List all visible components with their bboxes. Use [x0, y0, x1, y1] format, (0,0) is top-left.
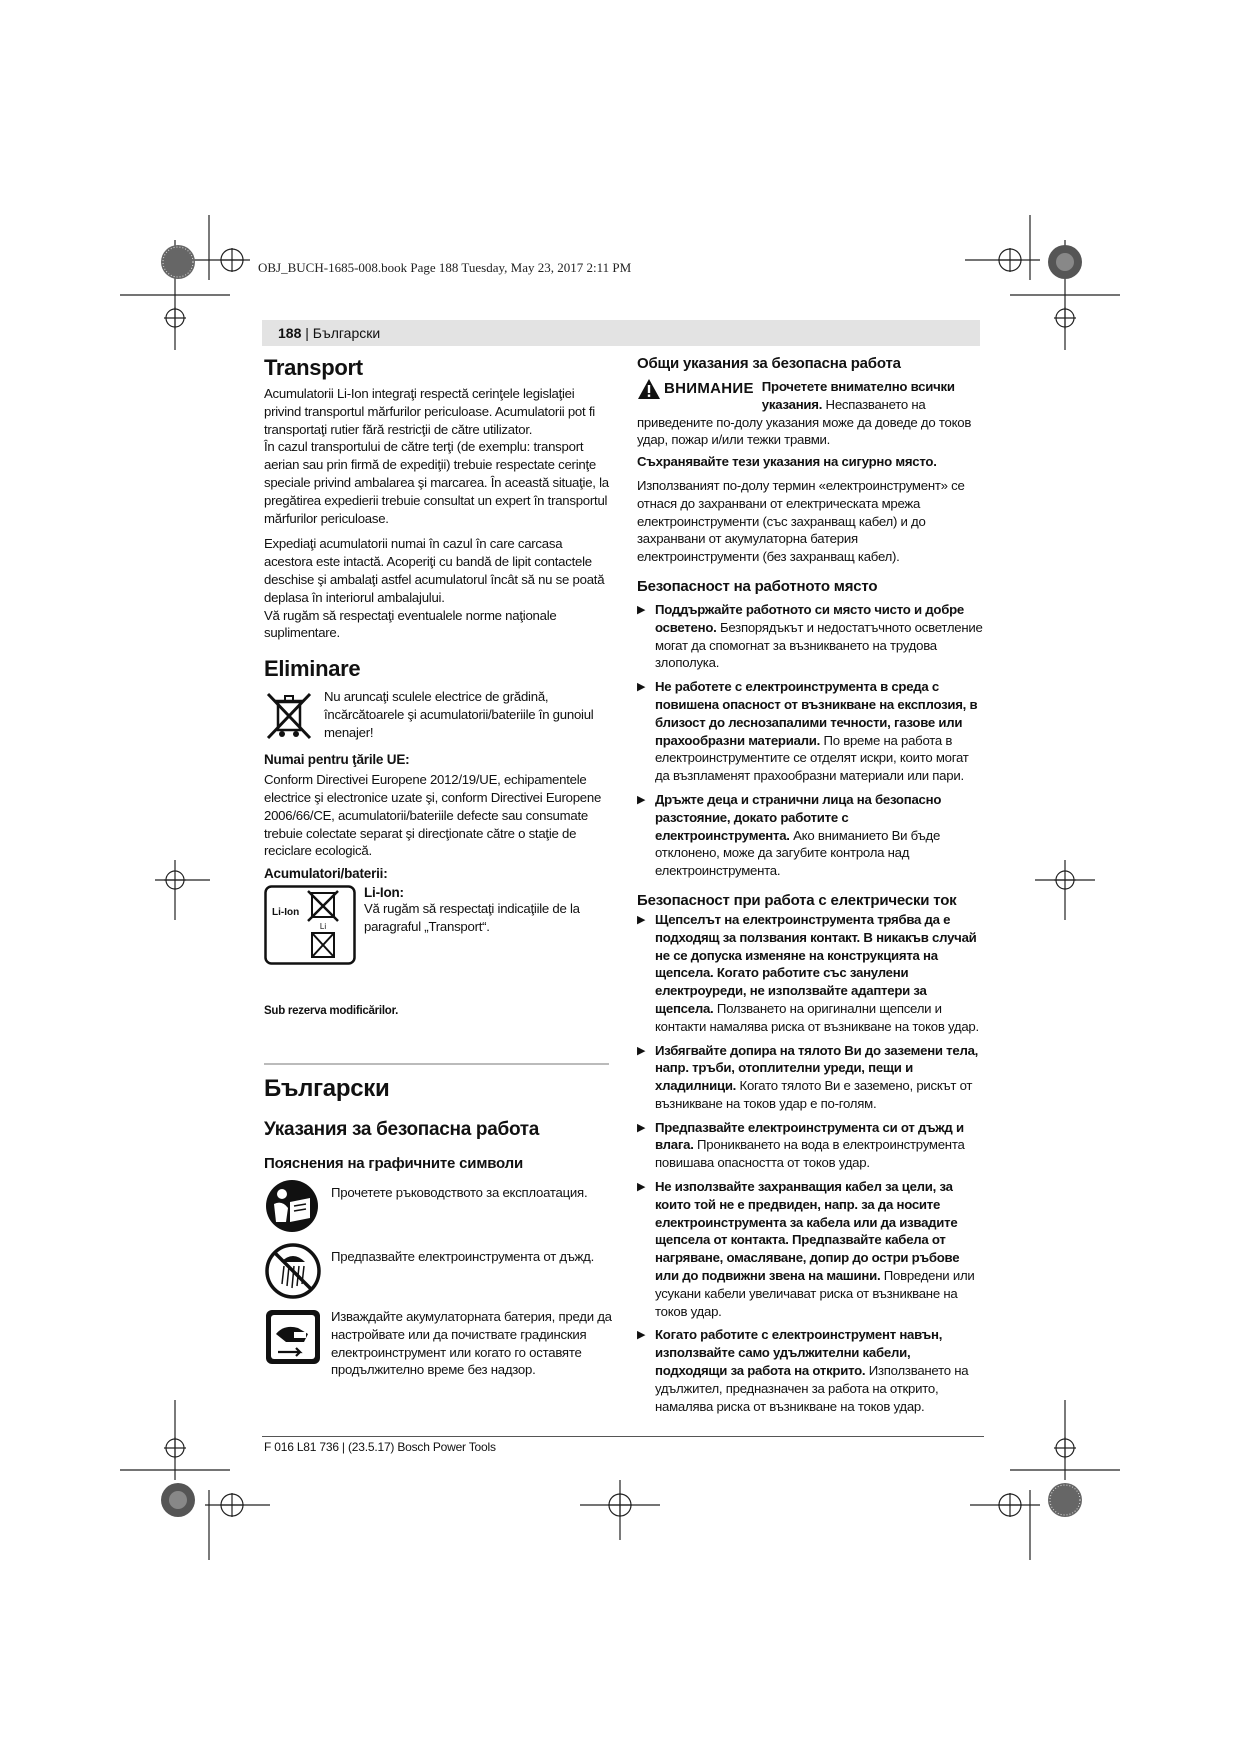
eliminare-notice: [264, 688, 614, 742]
symbol-rain-text: Предпазвайте електроинструмента от дъжд.: [331, 1248, 594, 1264]
bullet-arrow-icon: ▶: [637, 1044, 646, 1057]
workplace-heading: Безопасност на работното място: [637, 577, 878, 595]
electric-item: ▶ Когато работите с електроинструмент навън, използвайте само удължителни кабели, подходящи за работа на открито. Използването на удължител, предназначен за работа на открито, намалява риска от възникване на токов удар.: [637, 1327, 969, 1414]
eliminare-heading: Eliminare: [264, 656, 361, 682]
transport-heading: Transport: [264, 355, 363, 380]
battery-heading: Acumulatori/baterii:: [264, 866, 388, 882]
symbol-manual: [264, 1178, 614, 1234]
page-number: 188: [278, 325, 302, 341]
liion-text: Vă rugăm să respectaţi indicaţiile de la paragraful „Transport“.: [364, 901, 580, 934]
bullet-arrow-icon: ▶: [637, 1121, 646, 1134]
warning-bold: Прочетете внимателно всички указания.: [761, 379, 955, 412]
no-rain-icon: [264, 1242, 322, 1300]
bullet-arrow-icon: ▶: [637, 913, 646, 926]
print-slug: OBJ_BUCH-1685-008.book Page 188 Tuesday, May 23, 2017 2:11 PM: [258, 260, 632, 275]
bullet-arrow-icon: ▶: [637, 603, 646, 616]
liion-badge: Li-Ion: [272, 907, 300, 919]
eu-text: Conform Directivei Europene 2012/19/UE, echipamentele electrice şi electronice uzate şi, conform Directivei Europene 2006/66/CE, acumulatorii/bateriile defecte sau consumate trebuie colectate separat şi direcţionate către o staţie de reciclare ecologică.: [264, 772, 602, 859]
warning-paragraph: [637, 378, 983, 449]
electric-item: ▶ Щепселът на електроинструмента трябва да е подходящ за ползвания контакт. В никакъв случай не се допуска изменяне на конструкцията на щепсела. Когато работите със занулени електроуреди, не използвайте адаптери за щепсела. Ползването на оригинални щепсели и контакти намалява риска от възникване на токов удар.: [637, 911, 979, 1034]
remove-battery-icon: [264, 1308, 322, 1366]
left-column: [264, 355, 614, 1379]
electric-item: ▶ Не използвайте захранващия кабел за цели, за които той не е предвиден, напр. за да носите електроинструмента за кабела или да извадите щепсела от контакта. Предпазвайте кабела от нагряване, омасляване, допир до остри ръбове или до подвижни звена на машини. Повредени или усукани кабели увеличават риска от възникване на токов удар.: [637, 1179, 975, 1319]
page-footer: F 016 L81 736 | (23.5.17) Bosch Power Tools: [264, 1440, 496, 1454]
bullet-arrow-icon: ▶: [637, 681, 646, 694]
workplace-item: ▶ Поддържайте работното си място чисто и добре осветено. Безпорядъкът и недостатъчното осветление могат да спомогнат за възникването на трудова злополука.: [637, 601, 983, 671]
transport-p4: Vă rugăm să respectaţi eventualele norme naţionale suplimentare.: [264, 607, 557, 641]
workplace-item: ▶ Дръжте деца и странични лица на безопасно разстояние, докато работите с електроинструмента. Ако вниманието Ви бъде отклонено, може да загубите контрола над електроинструмента.: [637, 791, 942, 879]
electric-item: ▶ Предпазвайте електроинструмента си от дъжд и влага. Проникването на вода в електроинструмента повишава опасността от токов удар.: [637, 1119, 965, 1171]
bulgarian-title: Български: [264, 1074, 390, 1102]
transport-p2: În cazul transportului de către terţi (de exemplu: transport aerian sau prin firmă de expediţii) trebuie respectate cerinţe speciale privind ambalarea şi marcarea. În această situaţie, la pregătirea expedierii trebuie consultat un expert în transportul mărfurilor periculoase.: [264, 439, 609, 526]
liion-notice: [264, 885, 614, 965]
electric-heading: Безопасност при работа с електрически ток: [637, 891, 957, 909]
crossed-bin-icon: [264, 688, 316, 742]
read-manual-icon: [264, 1178, 322, 1234]
general-heading: Общи указания за безопасна работа: [637, 355, 901, 372]
safety-subtitle: Указания за безопасна работа: [264, 1118, 540, 1140]
term-definition: Използваният по-долу термин «електроинструмент» се отнася до захранвани от електрическата мрежа електроинструменти (със захранващ кабел) и до захранвани от акумулаторна батерия електроинструменти (без захранващ кабел).: [637, 477, 965, 565]
reserve-note: Sub rezerva modificărilor.: [264, 1005, 399, 1018]
bullet-arrow-icon: ▶: [637, 793, 646, 806]
symbols-heading: Пояснения на графичните символи: [264, 1154, 523, 1172]
symbol-battery: [264, 1308, 614, 1379]
bullet-arrow-icon: ▶: [637, 1181, 646, 1194]
workplace-item: ▶ Не работете с електроинструмента в среда с повишена опасност от възникване на експлозия, в близост до леснозапалими течности, газове или прахообразни материали. По време на работа в електроинструментите се отделят искри, които могат да възпламенят прахообразни материали или пари.: [637, 679, 978, 784]
eliminare-icon-text: Nu aruncaţi sculele electrice de grădină, încărcătoarele şi acumulatorii/bateriile în gunoiul menajer!: [324, 689, 594, 740]
symbol-rain: [264, 1242, 614, 1300]
page-header: 188 | Български: [262, 320, 980, 346]
warning-label: [637, 378, 754, 400]
footer-rule: [262, 1436, 984, 1437]
bullet-arrow-icon: ▶: [637, 1329, 646, 1342]
liion-recycling-icon: [264, 885, 356, 965]
eu-heading: Numai pentru ţările UE:: [264, 752, 410, 768]
electric-item: ▶ Избягвайте допира на тялото Ви до заземени тела, напр. тръби, отоплителни уреди, пещи и хладилници. Когато тялото Ви е заземено, рискът от възникване на токов удар е по-голям.: [637, 1042, 979, 1111]
warning-text: Неспазването на приведените по-долу указания може да доведе до токов удар, пожар и/или тежки травми.: [637, 396, 972, 448]
li-small: Li: [319, 922, 327, 932]
transport-p3: Expediaţi acumulatorii numai în cazul în care carcasa acestora este intactă. Acoperiţi cu bandă de lipit contactele deschise şi ambalaţi astfel acumulatorul încât să nu se poată deplasa în interiorul ambalajului.: [264, 536, 605, 605]
symbol-manual-text: Прочетете ръководството за експлоатация.: [331, 1184, 588, 1200]
warning-word: ВНИМАНИЕ: [664, 380, 754, 398]
right-column: [637, 355, 983, 1415]
warning-icon: [637, 378, 661, 400]
section-divider: [264, 1063, 609, 1065]
symbol-battery-text: Изваждайте акумулаторната батерия, преди да настройвате или да почиствате градинския електроинструмент или когато го оставяте продължително време без надзор.: [331, 1308, 612, 1378]
liion-label: Li-Ion:: [364, 885, 404, 901]
header-language: Български: [312, 325, 381, 341]
transport-p1: Acumulatorii Li-Ion integraţi respectă cerinţele legislaţiei privind transportul mărfurilor periculoase. Acumulatorii pot fi transportaţi rutier fără restricţii de către utilizator.: [264, 386, 595, 437]
keep-instructions: Съхранявайте тези указания на сигурно място.: [637, 454, 937, 470]
